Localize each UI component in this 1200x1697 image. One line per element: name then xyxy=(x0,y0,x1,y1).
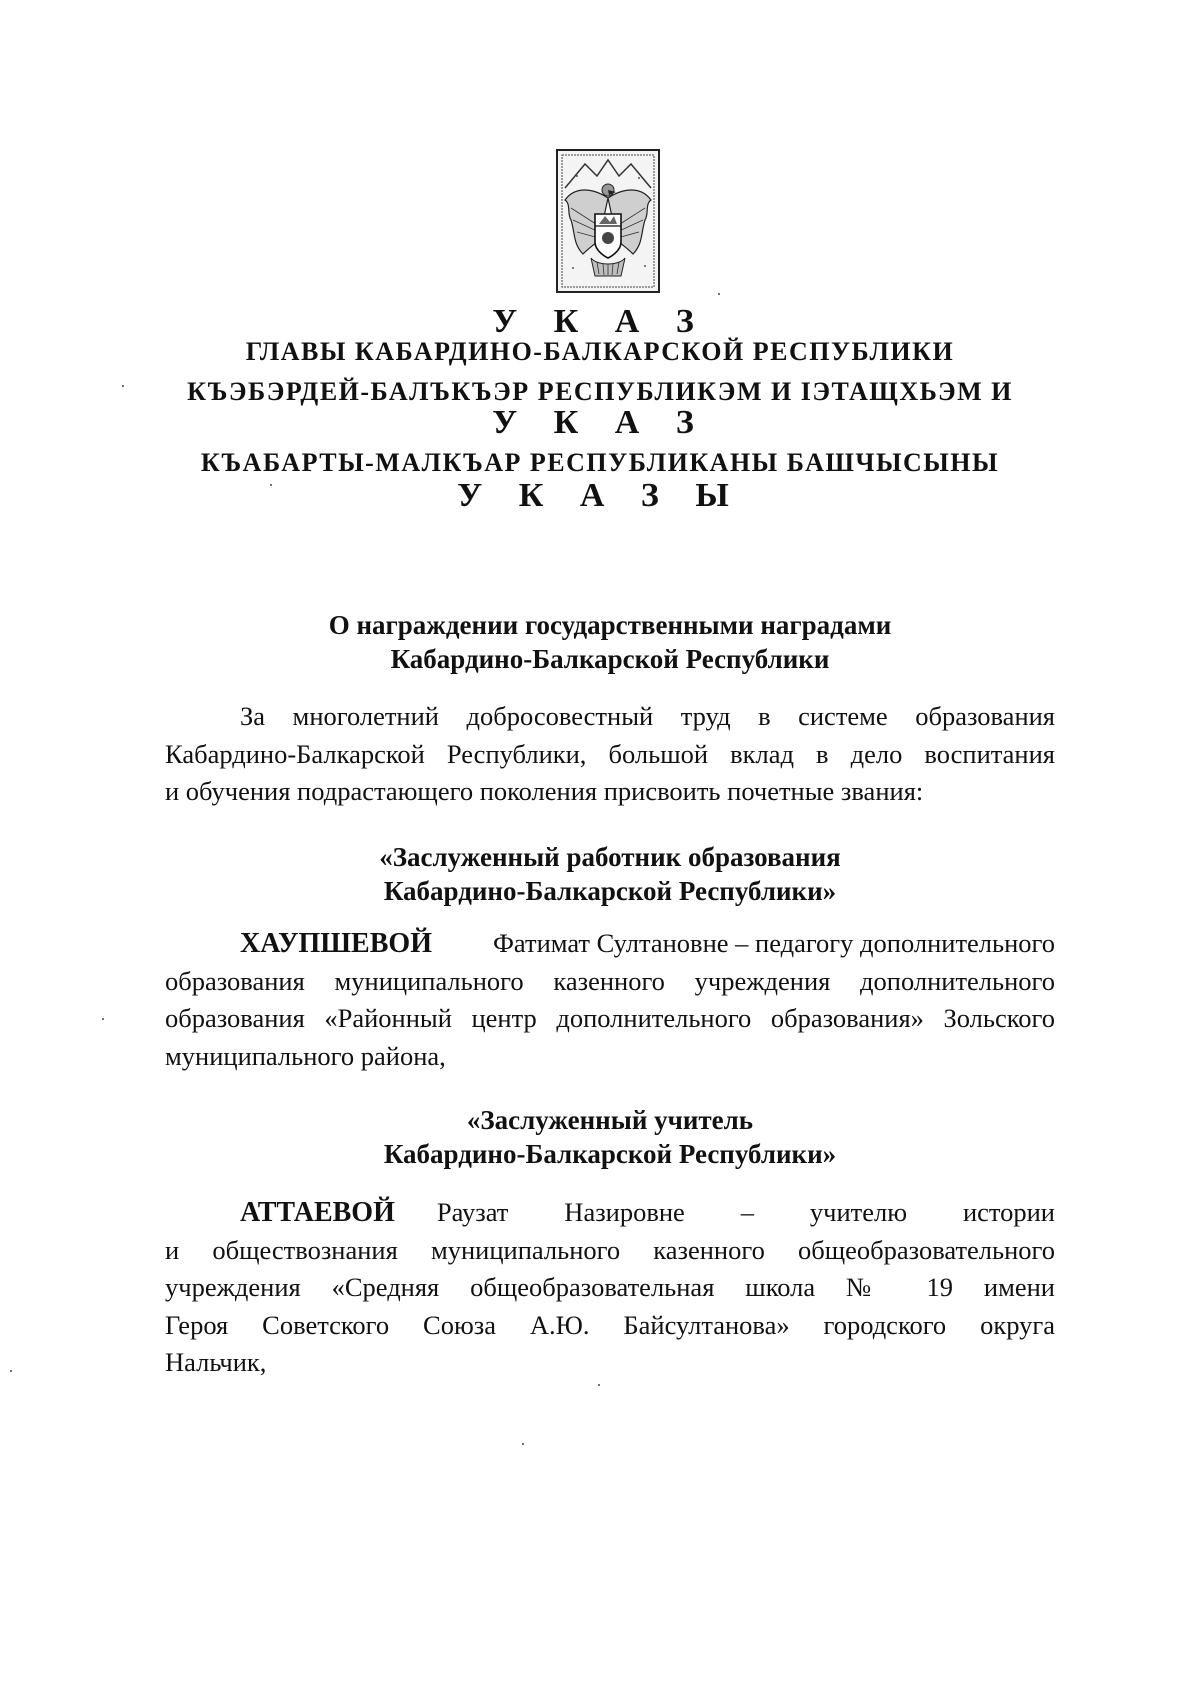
paragraph-line: Героя Советского Союза А.Ю. Байсултанова» городского округа xyxy=(165,1309,1055,1340)
decree-heading-balkar: У К А З Ы xyxy=(457,477,743,514)
award-recipient-paragraph xyxy=(165,1194,1055,1382)
paragraph-line xyxy=(165,925,1055,963)
decree-heading-kabardian: У К А З xyxy=(492,404,708,441)
paragraph-line: образования «Районный центр дополнительного образования» Зольского xyxy=(165,1003,1055,1033)
paragraph-line: и обществознания муниципального казенного общеобразовательного xyxy=(165,1234,1055,1265)
paragraph-line xyxy=(165,1194,1055,1232)
paragraph-line: За многолетний добросовестный труд в системе образования xyxy=(240,701,1055,731)
recipient-details: Раузат Назировне – учителю истории xyxy=(436,1197,1055,1227)
document-title-line: О награждении государственными наградами xyxy=(328,610,892,640)
issuer-line-kabardian: КЪЭБЭРДЕЙ-БАЛЪКЪЭР РЕСПУБЛИКЭМ И IЭТАЩХЬЭМ И xyxy=(187,377,1013,406)
coat-of-arms-emblem xyxy=(555,148,661,294)
paragraph-line: Нальчик, xyxy=(165,1347,267,1377)
paragraph-line: и обучения подрастающего поколения присвоить почетные звания: xyxy=(165,776,924,806)
award-title xyxy=(160,1103,1060,1171)
award-title-line: «Заслуженный работник образования xyxy=(379,842,841,872)
award-title-line: Кабардино-Балкарской Республики» xyxy=(383,1139,837,1169)
issuer-line-balkar: КЪАБАРТЫ-МАЛКЪАР РЕСПУБЛИКАНЫ БАШЧЫСЫНЫ xyxy=(200,448,1000,477)
decree-heading-russian: У К А З xyxy=(492,303,708,340)
award-title xyxy=(160,840,1060,908)
paragraph-line: образования муниципального казенного учреждения дополнительного xyxy=(165,965,1055,996)
recipient-details: Фатимат Султановне – педагогу дополнительного xyxy=(492,928,1055,958)
paragraph-line: учреждения «Средняя общеобразовательная школа № 19 имени xyxy=(165,1272,1055,1302)
award-title-line: Кабардино-Балкарской Республики» xyxy=(383,876,837,906)
document-title-line: Кабардино-Балкарской Республики xyxy=(390,644,830,674)
intro-paragraph xyxy=(165,698,1055,811)
document-title xyxy=(160,608,1060,676)
issuer-line-russian: ГЛАВЫ КАБАРДИНО-БАЛКАРСКОЙ РЕСПУБЛИКИ xyxy=(245,337,955,366)
recipient-surname: АТТАЕВОЙ xyxy=(240,1197,395,1228)
award-title-line: «Заслуженный учитель xyxy=(466,1105,754,1135)
paragraph-line: муниципального района, xyxy=(165,1040,446,1071)
recipient-surname: ХАУПШЕВОЙ xyxy=(240,928,432,959)
award-recipient-paragraph xyxy=(165,925,1055,1075)
paragraph-line: Кабардино-Балкарской Республики, большой вклад в дело воспитания xyxy=(165,738,1055,769)
